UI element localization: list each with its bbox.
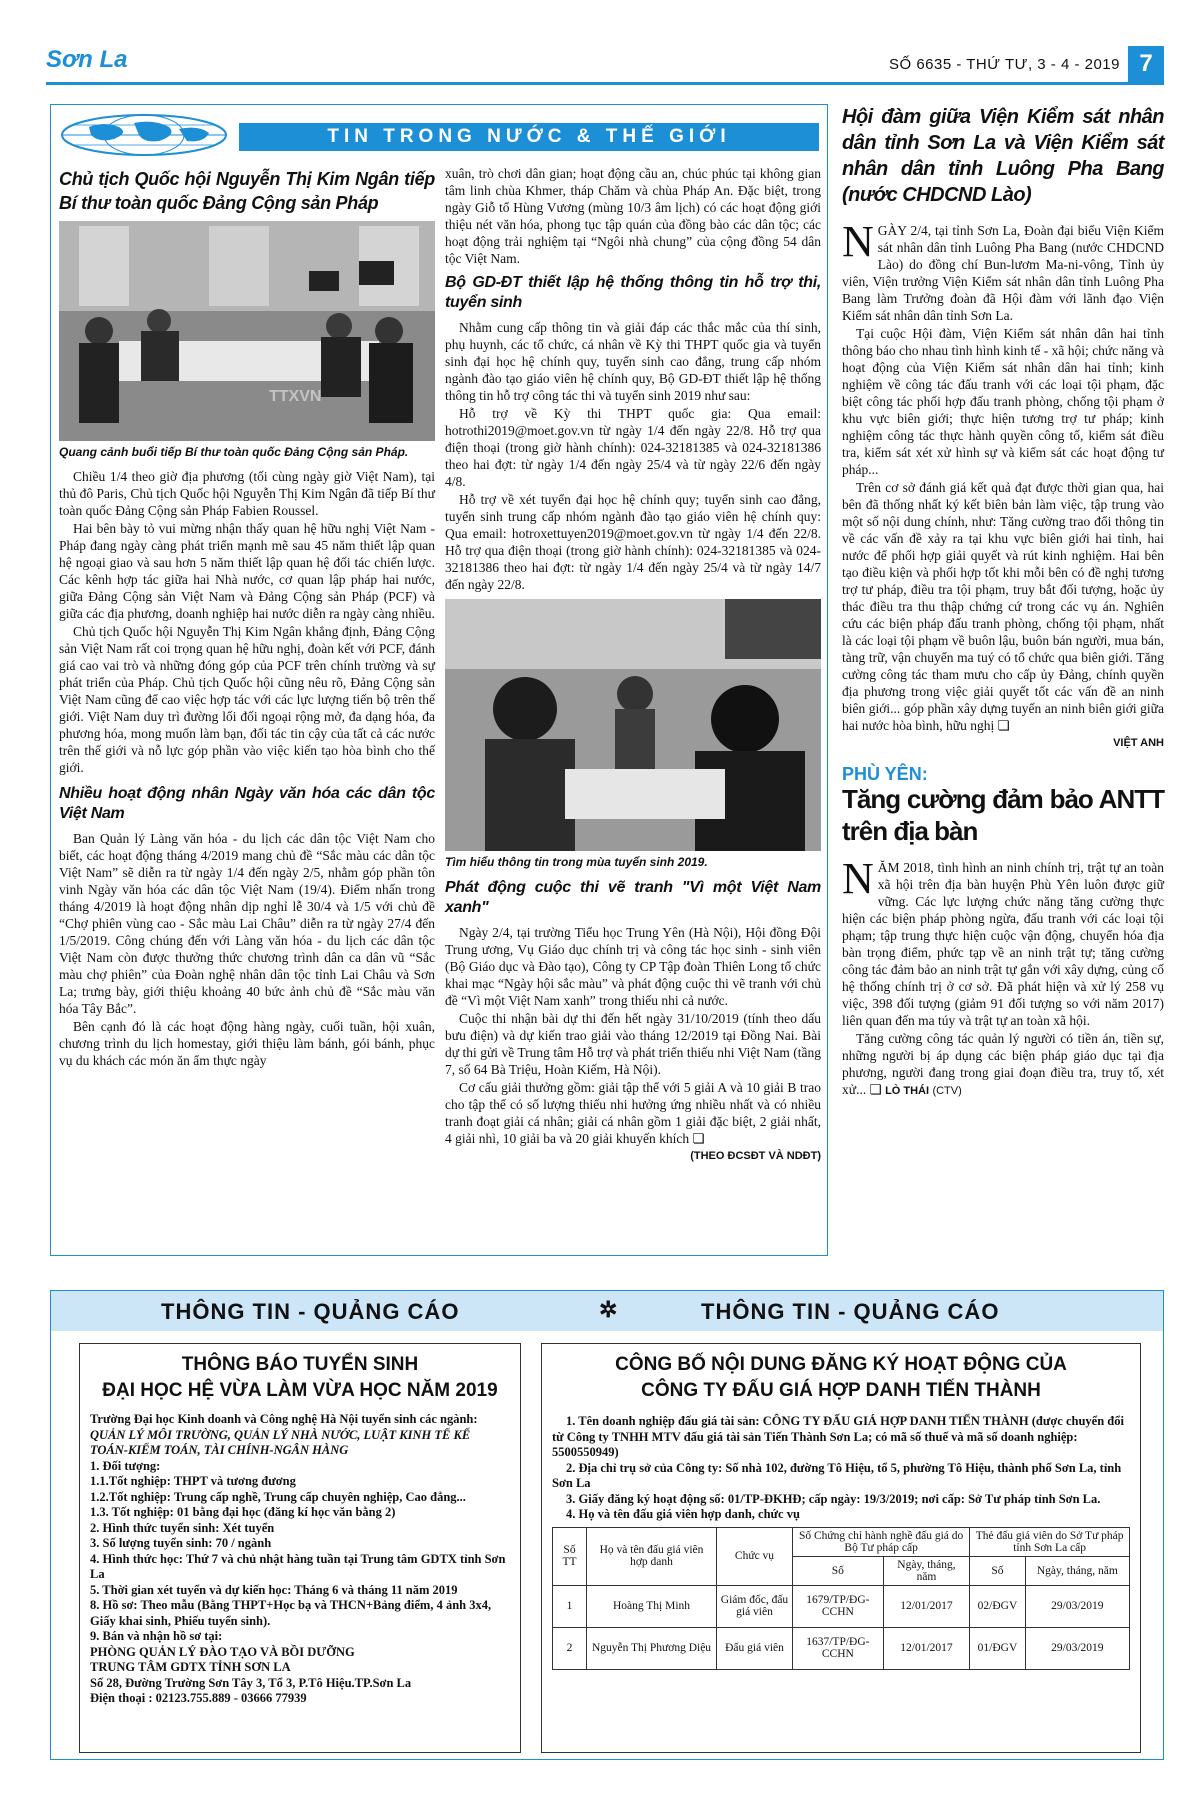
article3-photo [445, 599, 821, 851]
ad1-majors: QUẢN LÝ MÔI TRƯỜNG, QUẢN LÝ NHÀ NƯỚC, LUẬT KINH TẾ KẾ TOÁN-KIỂM TOÁN, TÀI CHÍNH-NGÂN HÀNG [90, 1427, 471, 1457]
ad2-line: 1. Tên doanh nghiệp đấu giá tài sản: CÔNG TY ĐẤU GIÁ HỢP DANH TIẾN THÀNH (được chuyển đổi từ Công ty TNHH MTV đấu giá tài sản Tiến Thành Sơn La; có mã số thuế và mã số doanh nghiệp: 5500550949) [552, 1414, 1124, 1459]
ad1-line: 1.2.Tốt nghiệp: Trung cấp nghề, Trung cấp chuyên nghiệp, Cao đẳng... [90, 1489, 466, 1504]
article3-caption: Tìm hiểu thông tin trong mùa tuyển sinh 2019. [445, 855, 708, 869]
article1-p1: Chiều 1/4 theo giờ địa phương (tối cùng ngày giờ Việt Nam), tại thủ đô Paris, Chủ tịch Quốc hội Nguyễn Thị Kim Ngân đã tiếp Bí thư toàn quốc Đảng Cộng sản Pháp Fabien Roussel. [59, 469, 435, 518]
article4-p1: Ngày 2/4, tại trường Tiểu học Trung Yên (Hà Nội), Hội đồng Đội Trung ương, Vụ Giáo dục chính trị và công tác học sinh - sinh viên (Bộ Giáo dục và Đào tạo), Công ty CP Tập đoàn Thiên Long tổ chức khai mạc “Ngày hội sắc màu” và phát động cuộc thi vẽ tranh với chủ đề “Vì một Việt Nam xanh” trong thiếu nhi cả nước. [445, 925, 821, 1008]
right1-p2: Tại cuộc Hội đàm, Viện Kiểm sát nhân dân hai tỉnh thông báo cho nhau tình hình kinh tế - xã hội; chức năng và hoạt động của Viện Kiểm sát nhân dân hai tỉnh; kinh nghiệm về công tác đấu tranh với các loại tội phạm, đặc biệt công tác phối hợp đấu tranh phòng, chống tội phạm ở khu vực biên giới; thực hiện tương trợ tư pháp; kinh nghiệm công tác thực hành quyền công tố, kiểm sát điều tra, kiểm sát xét xử hình sự và kiểm sát các hoạt động tư pháp... [842, 326, 1164, 477]
ad1-title1: THÔNG BÁO TUYỂN SINH [181, 1354, 419, 1375]
article1-title: Chủ tịch Quốc hội Nguyễn Thị Kim Ngân tiếp Bí thư toàn quốc Đảng Cộng sản Pháp [59, 169, 435, 213]
article4-p2: Cuộc thi nhận bài dự thi đến hết ngày 31/10/2019 (tính theo dấu bưu điện) và dự kiến trao giải vào tháng 12/2019 tại Đồng Nai. Bài dự thi gửi về Trung tâm Hỗ trợ và phát triển thiếu nhi Việt Nam (tầng 7, số 64 Bà Triệu, Hoàn Kiếm, Hà Nội). [445, 1011, 821, 1077]
right2-title: Tăng cường đảm bảo ANTT trên địa bàn [842, 784, 1164, 846]
article4-title: Phát động cuộc thi vẽ tranh "Vì một Việt Nam xanh" [445, 879, 821, 916]
th-card-date: Ngày, tháng, năm [1025, 1556, 1129, 1585]
ad-company [541, 1343, 1141, 1753]
ad1-line: PHÒNG QUẢN LÝ ĐÀO TẠO VÀ BỒI DƯỠNG [90, 1644, 355, 1659]
article2-p2-cont: xuân, trò chơi dân gian; hoạt động cầu an, chúc phúc tại không gian tâm linh chùa Khmer, tháp Chăm và chùa Pháp An. Đặc biệt, trong ngày Giỗ tổ Hùng Vương (mùng 10/3 âm lịch) có các hoạt động giới thiệu nét văn hóa, phong tục tập quán của đồng bào các dân tộc; các hoạt động trải nghiệm tại “Ngôi nhà chung” của cộng đồng 54 dân tộc Việt Nam. [445, 166, 821, 266]
article1-photo [59, 221, 435, 441]
ad1-line: TRUNG TÂM GDTX TỈNH SƠN LA [90, 1660, 291, 1674]
ad1-line: Điện thoại : 02123.755.889 - 03666 77939 [90, 1691, 307, 1705]
th-cert-date: Ngày, tháng, năm [883, 1556, 970, 1585]
banner-title: TIN TRONG NƯỚC & THẾ GIỚI [239, 123, 819, 151]
ad2-title1: CÔNG BỐ NỘI DUNG ĐĂNG KÝ HOẠT ĐỘNG CỦA [615, 1354, 1067, 1375]
ad1-line: 5. Thời gian xét tuyển và dự kiến học: Tháng 6 và tháng 11 năm 2019 [90, 1582, 458, 1597]
th-role: Chức vụ [717, 1527, 793, 1585]
right1-title: Hội đàm giữa Viện Kiểm sát nhân dân tỉnh Sơn La và Viện Kiểm sát nhân dân tỉnh Luông Pha Bang (nước CHDCND Lào) [842, 106, 1164, 206]
auctioneer-table [552, 1527, 1130, 1670]
right-column [842, 104, 1164, 1101]
right1-p1: NGÀY 2/4, tại tỉnh Sơn La, Đoàn đại biểu Viện Kiểm sát nhân dân tỉnh Luông Pha Bang (nước CHDCND Lào) do đồng chí Bun-lươm Ma-ni-vông, Tỉnh ủy viên, Viện trưởng Viện Kiểm sát nhân dân tỉnh Luông Pha Bang làm Trưởng đoàn đã Hội đàm với lãnh đạo Viện Kiểm sát nhân dân tỉnh Sơn La. [842, 217, 1164, 323]
masthead [46, 46, 1164, 80]
middle-column [445, 165, 821, 1165]
table-header-row [553, 1527, 1130, 1556]
ads-bar-left: THÔNG TIN - QUẢNG CÁO [161, 1299, 460, 1324]
ad1-line: 1. Đối tượng: [90, 1458, 161, 1473]
article2-p1: Ban Quản lý Làng văn hóa - du lịch các dân tộc Việt Nam cho biết, các hoạt động tháng 4/2019 mang chủ đề “Sắc màu các dân tộc Việt Nam” sẽ diễn ra từ ngày 1/4 đến ngày 2/5, nhằm góp phần tôn vinh Ngày văn hóa các dân tộc Việt Nam (19/4). Điểm nhấn trong tháng 4/2019 là hoạt động nhân dịp nghỉ lễ 30/4 và 1/5 với chủ đề “Chợ phiên vùng cao - Sắc màu Lai Châu” diễn ra từ ngày 27/4 đến 1/5/2019. Công chúng đến với Làng văn hóa - du lịch các dân tộc Việt Nam còn được thưởng thức chương trình dân ca dân vũ “Sắc màu chợ phiên” của Đoàn nghệ nhân dân tộc tỉnh Lai Châu và Sơn La; trưng bày, giới thiệu khoảng 40 bức ảnh chủ đề “Sắc màu văn hóa Tây Bắc”. [59, 831, 435, 1016]
ad-admission [79, 1343, 521, 1753]
page-number: 7 [1128, 46, 1164, 82]
issue-info: SỐ 6635 - THỨ TƯ, 3 - 4 - 2019 [889, 56, 1120, 73]
news-box [50, 104, 828, 1256]
article1-caption: Quang cảnh buổi tiếp Bí thư toàn quốc Đảng Cộng sản Pháp. [59, 445, 409, 459]
ad2-title2: CÔNG TY ĐẤU GIÁ HỢP DANH TIẾN THÀNH [641, 1380, 1041, 1401]
article4-source: (THEO ĐCSĐT VÀ NDĐT) [690, 1150, 821, 1162]
th-stt: Số TT [553, 1527, 587, 1585]
ad1-line: 1.1.Tốt nghiệp: THPT và tương đương [90, 1474, 296, 1488]
th-cert: Số Chứng chỉ hành nghề đấu giá do Bộ Tư pháp cấp [793, 1527, 970, 1556]
right2-p2: Tăng cường công tác quản lý người có tiền án, tiền sự, những người bị áp dụng các biện pháp giáo dục tại địa phương, người đang trong giai đoạn điều tra, truy tố, xét xử... ❏ LÒ THÁI (CTV) [842, 1031, 1164, 1097]
table-row: 2 Nguyễn Thị Phương Diệu Đấu giá viên 1637/TP/ĐG-CCHN 12/01/2017 01/ĐGV 29/03/2019 [553, 1627, 1130, 1669]
section-name: Sơn La [46, 46, 128, 73]
photo-watermark: TTXVN [269, 388, 322, 405]
article3-title: Bộ GD-ĐT thiết lập hệ thống thông tin hỗ trợ thi, tuyển sinh [445, 274, 821, 311]
right1-author: VIỆT ANH [1113, 737, 1164, 749]
ad1-intro: Trường Đại học Kinh doanh và Công nghệ Hà Nội tuyển sinh các ngành: [90, 1412, 478, 1426]
ads-bar [51, 1291, 1163, 1331]
right2-p1: NĂM 2018, tình hình an ninh chính trị, trật tự an toàn xã hội trên địa bàn huyện Phù Yên luôn được giữ vững. Các lực lượng chức năng tăng cường thực hiện các biện pháp phòng ngừa, đấu tranh với các loại tội phạm; tập trung thực hiện cuộc vận động, chuyển hóa địa bàn trọng điểm, phức tạp về an ninh trật tự; tăng cường công tác đảm bảo an ninh trật tự gắn với xây dựng, củng cố hệ thống chính trị ở cơ sở. Đã phát hiện và xử lý 258 vụ việc, 398 đối tượng (giảm 91 đối tượng so với năm 2017) liên quan đến ma túy và trật tự an toàn xã hội. [842, 854, 1164, 1028]
ad1-line: 3. Số lượng tuyển sinh: 70 / ngành [90, 1536, 272, 1550]
article3-p2: Hỗ trợ về Kỳ thi THPT quốc gia: Qua email: hotrothi2019@moet.gov.vn từ ngày 1/4 đến ngày 22/8. Hỗ trợ qua điện thoại (trong giờ hành chính): 024-32181385 và 024-32181386 theo hai đợt: từ ngày 1/4 đến ngày 25/4 và từ ngày 22/6 đến ngày 4/8. [445, 406, 821, 489]
ad1-line: 4. Hình thức học: Thứ 7 và chủ nhật hàng tuần tại Trung tâm GDTX tỉnh Sơn La [90, 1551, 506, 1581]
article1-p3: Chủ tịch Quốc hội Nguyễn Thị Kim Ngân khẳng định, Đảng Cộng sản Việt Nam rất coi trọng quan hệ hữu nghị, đoàn kết với PCF, đánh giá cao vai trò và những đóng góp của PCF trên chính trường và sự phát triển của Pháp. Chủ tịch Quốc hội cũng nêu rõ, Đảng Cộng sản Việt Nam cũng để cao việc hợp tác với các lực lượng tiến bộ trên thế giới. Việt Nam duy trì đường lối đối ngoại rộng mở, đa dạng hóa, đa phương hóa, mong muốn làm bạn, đối tác tin cậy của tất cả các nước trên thế giới và nỗ lực góp phần vào việc kiến tạo hòa bình cho thế giới. [59, 624, 435, 775]
th-card-no: Số [970, 1556, 1025, 1585]
right1-p3: Trên cơ sở đánh giá kết quả đạt được thời gian qua, hai bên đã thống nhất ký kết biên bản làm việc, tập trung vào một số nội dung chính, như: Tăng cường trao đổi thông tin về các vấn đề xảy ra tại khu vực biên giới hai tỉnh, hai nước để phối hợp giải quyết và rút kinh nghiệm. Hai bên tạo điều kiện và phối hợp tốt khi mỗi bên có đề nghị tương trợ tư pháp, điều tra tội phạm, truy bắt đối tượng, hoặc ủy thác điều tra thu thập chứng cứ trong các vụ án. Nghiên cứu các biện pháp đấu tranh phòng, chống tội phạm, nhất là các loại tội phạm về buôn lậu, buôn bán người, mua bán, tàng trữ, vận chuyển ma tuý có tổ chức qua biên giới. Tăng cường công tác tham mưu cho cấp ủy Đảng, chính quyền địa phương trong việc giải quyết tốt các vấn đề an ninh biên giới... góp phần xây dựng tuyến an ninh biên giới giữa hai nước hòa bình, hữu nghị ❏ [842, 480, 1164, 733]
ad2-line: 3. Giấy đăng ký hoạt động số: 01/TP-ĐKHĐ; cấp ngày: 19/3/2019; nơi cấp: Sở Tư pháp tỉnh Sơn La. [566, 1491, 1101, 1506]
ad1-line: 1.3. Tốt nghiệp: 01 bằng đại học (đăng kí học văn bằng 2) [90, 1505, 396, 1519]
ads-section [50, 1290, 1164, 1760]
section-banner [59, 113, 819, 157]
ad2-line: 2. Địa chỉ trụ sở của Công ty: Số nhà 102, đường Tô Hiệu, tổ 5, phường Tô Hiệu, thành phố Sơn La, tỉnh Sơn La [552, 1460, 1122, 1490]
article3-p1: Nhằm cung cấp thông tin và giải đáp các thắc mắc của thí sinh, phụ huynh, các tổ chức, cá nhân về Kỳ thi THPT quốc gia và tuyển sinh đại học hệ chính quy, tuyển sinh cao đẳng, trung cấp nhóm ngành đào tạo giáo viên hệ chính quy, Bộ GD-ĐT thiết lập hệ thống thông tin hỗ trợ công tác thi và tuyển sinh 2019 như sau: [445, 320, 821, 403]
table-row: 1 Hoàng Thị Minh Giám đốc, đấu giá viên 1679/TP/ĐG-CCHN 12/01/2017 02/ĐGV 29/03/2019 [553, 1585, 1130, 1627]
ad1-line: Số 28, Đường Trường Sơn Tây 3, Tổ 3, P.Tô Hiệu.TP.Sơn La [90, 1675, 412, 1690]
article1-p2: Hai bên bày tỏ vui mừng nhận thấy quan hệ hữu nghị Việt Nam - Pháp đang ngày càng phát triển mạnh mẽ sau 45 năm thiết lập quan hệ ngoại giao và sau hơn 5 năm thiết lập quan hệ đối tác chiến lược. Các kênh hợp tác giữa hai Nhà nước, cơ quan lập pháp hai nước, giữa Đảng Cộng sản Việt Nam và Đảng Cộng sản Pháp (PCF) và giữa các địa phương, doanh nghiệp hai nước diễn ra ngày càng nhiều. [59, 521, 435, 621]
article4-p3: Cơ cấu giải thưởng gồm: giải tập thể với 5 giải A và 10 giải B trao cho tập thể có số lượng thiếu nhi hưởng ứng nhiều nhất và có nhiều tranh đoạt giải cá nhân; giải cá nhân gồm 1 giải đặc biệt, 2 giải nhất, 4 giải nhì, 10 giải ba và 20 giải khuyến khích ❏ [445, 1080, 821, 1146]
ad2-line: 4. Họ và tên đấu giá viên hợp danh, chức vụ [566, 1507, 800, 1521]
ads-bar-star-icon: ✲ [599, 1297, 618, 1322]
ad1-title2: ĐẠI HỌC HỆ VỪA LÀM VỪA HỌC NĂM 2019 [102, 1380, 498, 1401]
article2-p2-part1: Bên cạnh đó là các hoạt động hàng ngày, cuối tuần, hội xuân, chương trình du lịch homestay, giới thiệu làm bánh, gói bánh, phục vụ du khách các món ăn ẩm thực ngày [59, 1019, 435, 1068]
globe-icon [59, 113, 229, 157]
article2-title: Nhiều hoạt động nhân Ngày văn hóa các dân tộc Việt Nam [59, 785, 435, 822]
th-card: Thẻ đấu giá viên do Sở Tư pháp tỉnh Sơn La cấp [970, 1527, 1130, 1556]
right2-kicker: PHÙ YÊN: [842, 764, 928, 784]
ads-bar-right: THÔNG TIN - QUẢNG CÁO [701, 1299, 1000, 1324]
th-name: Họ và tên đấu giá viên hợp danh [587, 1527, 717, 1585]
ad1-line: 9. Bán và nhận hồ sơ tại: [90, 1629, 223, 1643]
ad1-line: 8. Hồ sơ: Theo mẫu (Bằng THPT+Học bạ và THCN+Bảng điểm, 4 ảnh 3x4, Giấy khai sinh, Phiếu tuyển sinh). [90, 1598, 492, 1628]
header-rule [46, 82, 1164, 85]
ad1-line: 2. Hình thức tuyển sinh: Xét tuyển [90, 1520, 275, 1535]
left-column [59, 165, 435, 1070]
th-cert-no: Số [793, 1556, 884, 1585]
article3-p3: Hỗ trợ về xét tuyển đại học hệ chính quy; tuyển sinh cao đẳng, tuyển sinh trung cấp nhóm ngành đào tạo giáo viên hệ chính quy: Qua email: hotroxettuyen2019@moet.gov.vn từ ngày 1/4 đến 22/8. Hỗ trợ qua điện thoại (trong giờ hành chính): 024-32181385 và 024-32181386 theo hai đợt: từ ngày 1/4 đến ngày 25/4 và từ ngày 14/7 đến ngày 22/8. [445, 492, 821, 592]
